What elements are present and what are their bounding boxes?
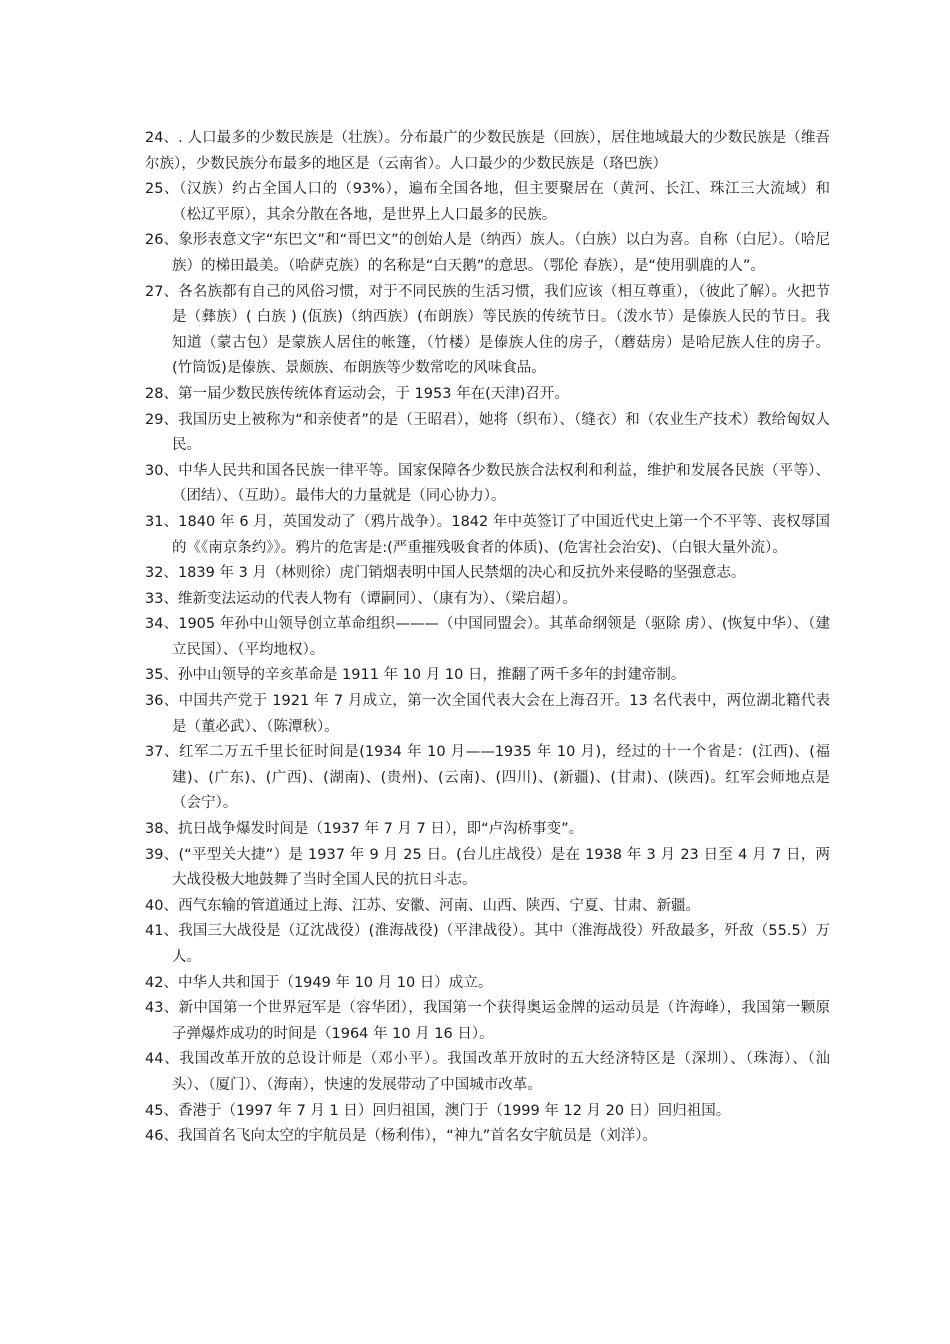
list-item bbox=[145, 280, 830, 382]
item-number: 39、 bbox=[145, 846, 179, 863]
item-number: 43、 bbox=[145, 1000, 179, 1017]
list-item bbox=[145, 510, 830, 561]
item-number: 35、 bbox=[145, 667, 178, 684]
item-number: 25、 bbox=[145, 181, 180, 198]
item-text: . 人口最多的少数民族是（壮族）。分布最广的少数民族是（回族），居住地域最大的少数民族是（维吾尔族），少数民族分布最多的地区是（云南省）。人口最少的少数民族是（珞巴族） bbox=[145, 130, 830, 172]
question-list bbox=[145, 126, 830, 1150]
item-number: 29、 bbox=[145, 411, 179, 428]
list-item bbox=[145, 1099, 830, 1125]
list-item bbox=[145, 126, 830, 177]
list-item bbox=[145, 689, 830, 740]
list-item bbox=[145, 663, 830, 689]
item-text: 我国三大战役是（辽沈战役）(淮海战役)（平津战役）。其中（淮海战役）歼敌最多，歼敌（55.5）万人。 bbox=[172, 923, 830, 965]
item-text: 我国改革开放的总设计师是（邓小平）。我国改革开放时的五大经济特区是（深圳）、（珠海）、（汕头）、（厦门）、（海南），快速的发展带动了中国城市改革。 bbox=[172, 1051, 831, 1093]
item-text: （汉族）约占全国人口的（93%），遍布全国各地，但主要聚居在（黄河、长江、珠江三大流域）和（松辽平原），其余分散在各地，是世界上人口最多的民族。 bbox=[172, 181, 830, 223]
item-number: 42、 bbox=[145, 974, 178, 991]
list-item bbox=[145, 177, 830, 228]
item-text: 西气东输的管道通过上海、江苏、安徽、河南、山西、陕西、宁夏、甘肃、新疆。 bbox=[177, 897, 700, 914]
list-item bbox=[145, 1047, 830, 1098]
item-number: 26、 bbox=[145, 232, 179, 249]
item-text: 1905 年孙中山领导创立革命组织———（中国同盟会）。其革命纲领是（驱除 虏）、(恢复中华）、（建立民国）、（平均地权）。 bbox=[172, 616, 831, 658]
list-item bbox=[145, 382, 830, 408]
list-item bbox=[145, 971, 830, 997]
list-item bbox=[145, 459, 830, 510]
list-item bbox=[145, 817, 830, 843]
list-item bbox=[145, 612, 830, 663]
item-text: 香港于（1997 年 7 月 1 日）回归祖国，澳门于（1999 年 12 月 20 日）回归祖国。 bbox=[177, 1102, 731, 1119]
item-text: 红军二万五千里长征时间是(1934 年 10 月——1935 年 10 月)，经过的十一个省是：(江西)、(福建)、(广东)、(广西)、(湖南)、(贵州)、(云南)、(四川)、(新疆)、(甘肃)、(陕西)。红军会师地点是（会宁）。 bbox=[172, 744, 830, 812]
list-item bbox=[145, 996, 830, 1047]
list-item bbox=[145, 587, 830, 613]
list-item bbox=[145, 408, 830, 459]
list-item bbox=[145, 894, 830, 920]
item-number: 32、 bbox=[145, 565, 178, 582]
item-text: 新中国第一个世界冠军是（容华团），我国第一个获得奥运金牌的运动员是（许海峰），我国第一颗原子弹爆炸成功的时间是（1964 年 10 月 16 日）。 bbox=[172, 1000, 830, 1042]
item-number: 41、 bbox=[145, 923, 179, 940]
item-number: 38、 bbox=[145, 821, 178, 838]
item-text: (“平型关大捷”）是 1937 年 9 月 25 日。(台儿庄战役）是在 1938 年 3 月 23 日至 4 月 7 日，两大战役极大地鼓舞了当时全国人民的抗日斗志。 bbox=[172, 846, 830, 889]
item-number: 27、 bbox=[145, 283, 179, 300]
item-text: 我国历史上被称为“和亲使者”的是（王昭君），她将（织布）、（缝衣）和（农业生产技术）教给匈奴人民。 bbox=[172, 411, 830, 454]
item-text: 第一届少数民族传统体育运动会，于 1953 年在(天津)召开。 bbox=[177, 385, 569, 402]
item-number: 37、 bbox=[145, 744, 179, 761]
list-item bbox=[145, 1124, 830, 1150]
item-text: 中华人共和国于（1949 年 10 月 10 日）成立。 bbox=[177, 974, 493, 991]
item-number: 36、 bbox=[145, 693, 179, 710]
item-text: 我国首名飞向太空的宇航员是（杨利伟），“神九”首名女宇航员是（刘洋）。 bbox=[177, 1128, 657, 1145]
list-item bbox=[145, 561, 830, 587]
item-text: 1839 年 3 月（林则徐）虎门销烟表明中国人民禁烟的决心和反抗外来侵略的坚强意志。 bbox=[177, 565, 746, 582]
item-text: 维新变法运动的代表人物有（谭嗣同）、（康有为）、（梁启超）。 bbox=[177, 590, 577, 607]
item-text: 各名族都有自己的风俗习惯，对于不同民族的生活习惯，我们应该（相互尊重），（彼此了解）。火把节是（彝族）( 白族 ) (佤族)（纳西族）(布朗族）等民族的传统节日。（泼水节）是傣族人民的节日。我知道（蒙古包）是蒙族人居住的帐篷，（竹楼）是傣族人住的房子，（蘑菇房）是哈尼族人住的房子。(竹筒饭)是傣族、景颇族、布朗族等少数常吃的风味食品。 bbox=[172, 283, 831, 377]
item-number: 40、 bbox=[145, 897, 178, 914]
item-text: 象形表意文字“东巴文”和“哥巴文”的创始人是（纳西）族人。（白族）以白为喜。自称（白尼）。（哈尼族）的梯田最美。（哈萨克族）的名称是“白天鹅”的意思。（鄂伦 春族），是“使用驯鹿的人”。 bbox=[172, 232, 830, 274]
item-text: 1840 年 6 月，英国发动了（鸦片战争）。1842 年中英签订了中国近代史上第一个不平等、丧权辱国的《《南京条约》》。鸦片的危害是:(严重摧残吸食者的体质)、(危害社会治安)、（白银大量外流）。 bbox=[172, 513, 831, 556]
item-text: 孙中山领导的辛亥革命是 1911 年 10 月 10 日，推翻了两千多年的封建帝制。 bbox=[177, 667, 686, 684]
item-number: 33、 bbox=[145, 590, 178, 607]
item-number: 34、 bbox=[145, 616, 179, 633]
item-text: 中国共产党于 1921 年 7 月成立，第一次全国代表大会在上海召开。13 名代表中，两位湖北籍代表是（董必武）、（陈潭秋）。 bbox=[172, 693, 830, 735]
item-text: 中华人民共和国各民族一律平等。国家保障各少数民族合法权利和利益，维护和发展各民族（平等）、（团结）、（互助）。最伟大的力量就是（同心协力）。 bbox=[172, 462, 830, 505]
list-item bbox=[145, 228, 830, 279]
item-text: 抗日战争爆发时间是（1937 年 7 月 7 日），即“卢沟桥事变”。 bbox=[177, 821, 584, 838]
item-number: 45、 bbox=[145, 1102, 178, 1119]
list-item bbox=[145, 843, 830, 894]
item-number: 28、 bbox=[145, 385, 178, 402]
item-number: 46、 bbox=[145, 1128, 178, 1145]
item-number: 44、 bbox=[145, 1051, 180, 1068]
item-number: 31、 bbox=[145, 513, 179, 530]
item-number: 30、 bbox=[145, 462, 179, 479]
list-item bbox=[145, 740, 830, 817]
list-item bbox=[145, 919, 830, 970]
item-number: 24、 bbox=[145, 130, 179, 146]
